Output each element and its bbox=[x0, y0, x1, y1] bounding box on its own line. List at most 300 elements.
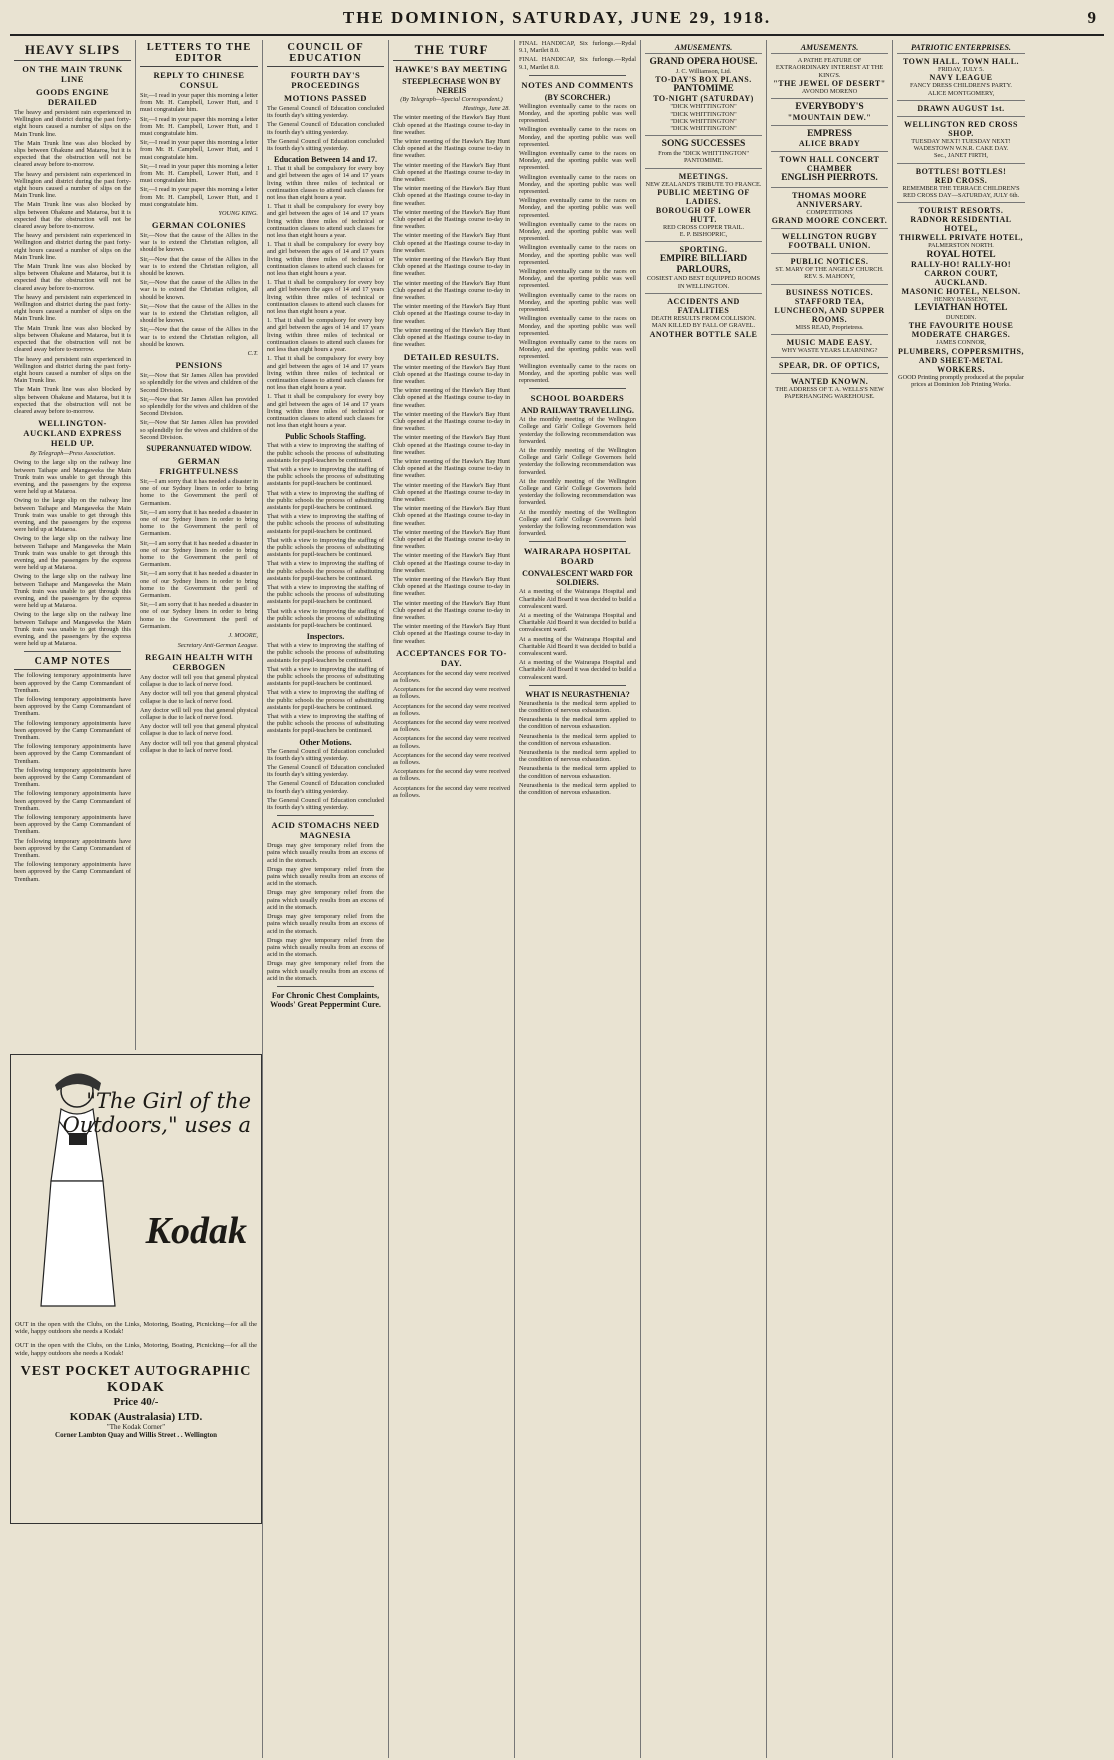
kodak-product: VEST POCKET AUTOGRAPHIC KODAK bbox=[20, 1363, 252, 1395]
ad-heading: GRAND MOORE CONCERT. bbox=[771, 215, 888, 225]
article-paragraph: Any doctor will tell you that general physical collapse is due to lack of nerve food. bbox=[140, 723, 258, 738]
column-patriotic bbox=[893, 40, 1029, 1758]
ad-line: E. P. BISHOPRIC, bbox=[679, 231, 728, 239]
article-paragraph: Any doctor will tell you that general physical collapse is due to lack of nerve food. bbox=[140, 673, 258, 689]
ad-line: MISS READ, Proprietress. bbox=[795, 323, 864, 331]
ad-thomas-moore bbox=[771, 187, 888, 228]
subhead: REGAIN HEALTH WITH CERBOGEN bbox=[145, 651, 253, 672]
article-paragraph: The winter meeting of the Hawke's Bay Hunt Club opened at the Hastings course to-day in fine weather. bbox=[393, 303, 510, 325]
ad-heading: SPEAR, DR. OF OPTICS, bbox=[779, 361, 880, 371]
subhead: Public Schools Staffing. bbox=[285, 432, 366, 442]
column-notes bbox=[515, 40, 641, 1758]
ad-title: PUBLIC MEETING OF LADIES. bbox=[657, 187, 750, 206]
article-paragraph: The winter meeting of the Hawke's Bay Hunt Club opened at the Hastings course to-day in fine weather. bbox=[393, 552, 510, 574]
page-number: 9 bbox=[1087, 8, 1096, 27]
article-paragraph: Owing to the large slip on the railway line between Taihape and Mangaweka the Main Trunk train was unable to get through this evening, and the passengers by the express were held up at Mataroa. bbox=[14, 535, 131, 572]
subhead: (BY SCORCHER.) bbox=[544, 92, 611, 102]
article-paragraph: The winter meeting of the Hawke's Bay Hunt Club opened at the Hastings course to-day in fine weather. bbox=[393, 185, 510, 207]
letter-paragraph: Sir,—I read in your paper this morning a letter from Mr. H. Campbell, Lower Hutt, and I must congratulate him. bbox=[140, 162, 258, 185]
subhead: ACID STOMACHS NEED MAGNESIA bbox=[271, 820, 380, 841]
ad-line: THE ADDRESS OF T. A. WELLS'S NEW PAPERHANGING WAREHOUSE. bbox=[775, 386, 884, 401]
ad-line: JAMES CONNOR, bbox=[936, 339, 986, 347]
section-header: MEETINGS. bbox=[678, 171, 729, 181]
letter-paragraph: Sir,—Now that the cause of the Allies in the war is to extend the Christian religion, all should be known. bbox=[140, 302, 258, 325]
kodak-address: Corner Lambton Quay and Willis Street . . Wellington bbox=[55, 1430, 217, 1439]
ad-heading: PANTOMIME bbox=[673, 83, 734, 94]
kodak-brand-logo: Kodak bbox=[145, 1210, 247, 1252]
article-paragraph: Any doctor will tell you that general physical collapse is due to lack of nerve food. bbox=[140, 706, 258, 721]
article-paragraph: That with a view to improving the staffing of the public schools the process of substituting assistants for pupil-teachers be continued. bbox=[267, 560, 384, 582]
ad-title: RADNOR RESIDENTIAL HOTEL, bbox=[910, 215, 1012, 234]
article-paragraph: The General Council of Education concluded its fourth day's sitting yesterday. bbox=[267, 105, 384, 120]
ad-title: THIRWELL PRIVATE HOTEL, bbox=[898, 233, 1024, 243]
article-paragraph: Neurasthenia is the medical term applied to the condition of nervous exhaustion. bbox=[519, 749, 636, 764]
article-paragraph: The heavy and persistent rain experienced in Wellington and district during the past forty-eight hours caused a number of slips on the Main Trunk line. bbox=[14, 355, 131, 385]
kodak-body: OUT in the open with the Clubs, on the Links, Motoring, Boating, Picnicking—for all the wide, happy outdoors she needs a Kodak! bbox=[15, 1320, 257, 1336]
article-paragraph: The General Council of Education concluded its fourth day's sitting yesterday. bbox=[267, 764, 384, 779]
article-paragraph: That with a view to improving the staffing of the public schools the process of substituting assistants for pupil-teachers be continued. bbox=[267, 665, 384, 688]
article-paragraph: At the monthly meeting of the Wellington College and Girls' College Governors held yesterday the following recommendation was forwarded. bbox=[519, 446, 636, 476]
ad-title: MODERATE CHARGES. bbox=[911, 330, 1011, 340]
article-paragraph: That with a view to improving the staffing of the public schools the process of substituting assistants for pupil-teachers be continued. bbox=[267, 607, 384, 629]
article-paragraph: The heavy and persistent rain experienced in Wellington and district during the past forty-eight hours caused a number of slips on the Main Trunk line. bbox=[14, 109, 131, 138]
ad-line: COSIEST AND BEST EQUIPPED ROOMS IN WELLINGTON. bbox=[646, 275, 761, 290]
ad-line: TUESDAY NEXT! TUESDAY NEXT! bbox=[911, 137, 1011, 145]
article-paragraph: Neurasthenia is the medical term applied to the condition of nervous exhaustion. bbox=[519, 781, 636, 797]
ad-heading: BOTTLES! BOTTLES! bbox=[915, 166, 1007, 176]
headline-notes: NOTES AND COMMENTS bbox=[521, 79, 634, 90]
article-paragraph: Drugs may give temporary relief from the pains which usually results from an excess of acid in the stomach. bbox=[267, 936, 384, 959]
subhead: REPLY TO CHINESE CONSUL bbox=[153, 70, 245, 90]
subhead: SCHOOL BOARDERS bbox=[530, 393, 625, 404]
accidents-section bbox=[645, 293, 762, 342]
masthead-title: THE DOMINION, SATURDAY, JUNE 29, 1918. bbox=[342, 8, 772, 27]
article-paragraph: FINAL HANDICAP, Six furlongs.—Rydal 9.1, Martlet 8.0. bbox=[519, 56, 636, 71]
article-paragraph: FINAL HANDICAP, Six furlongs.—Rydal 9.1, Martlet 8.0. bbox=[519, 40, 636, 55]
article-paragraph: The following temporary appointments have been approved by the Camp Commandant of Trentham. bbox=[14, 814, 131, 836]
article-paragraph: 1. That it shall be compulsory for every boy and girl between the ages of 14 and 17 years living within three miles of technical or continuation classes to attend such classes for not less than eight hours a year. bbox=[267, 393, 384, 430]
headline-letters: LETTERS TO THE EDITOR bbox=[140, 42, 258, 67]
article-paragraph: That with a view to improving the staffing of the public schools the process of substituting assistants for pupil-teachers be continued. bbox=[267, 536, 384, 559]
ad-line: WHY WASTE YEARS LEARNING? bbox=[781, 346, 878, 354]
ad-wanted bbox=[771, 373, 888, 404]
ad-line: ST. MARY OF THE ANGELS' CHURCH. bbox=[775, 265, 884, 273]
ad-heading: ROYAL HOTEL bbox=[926, 249, 996, 260]
letter-paragraph: Sir,—Now that the cause of the Allies in the war is to extend the Christian religion, all should be known. bbox=[140, 255, 258, 278]
article-paragraph: At the monthly meeting of the Wellington College and Girls' College Governors held yesterday the following recommendation was forwarded. bbox=[519, 508, 636, 538]
letter-signature: J. MOORE, bbox=[228, 631, 258, 639]
article-paragraph: The General Council of Education concluded its fourth day's sitting yesterday. bbox=[267, 121, 384, 136]
article-paragraph: The following temporary appointments have been approved by the Camp Commandant of Trentham. bbox=[14, 743, 131, 765]
subhead: GOODS ENGINE DERAILED bbox=[35, 87, 110, 107]
article-paragraph: The winter meeting of the Hawke's Bay Hunt Club opened at the Hastings course to-day in fine weather. bbox=[393, 114, 510, 136]
section-header: TOURIST RESORTS. bbox=[918, 206, 1004, 216]
article-paragraph: Wellington eventually came to the races on Monday, and the sporting public was well represented. bbox=[519, 268, 636, 290]
ad-line: AVONDO MORENO bbox=[801, 87, 858, 95]
article-paragraph: The winter meeting of the Hawke's Bay Hunt Club opened at the Hastings course to-day in fine weather. bbox=[393, 457, 510, 480]
article-paragraph: 1. That it shall be compulsory for every boy and girl between the ages of 14 and 17 years living within three miles of technical or continuation classes to attend such classes for not less than eight hours a year. bbox=[267, 203, 384, 240]
subhead: DETAILED RESULTS. bbox=[403, 351, 500, 362]
kodak-advertisement bbox=[10, 1054, 262, 1524]
ad-title: "THE JEWEL OF DESERT" bbox=[773, 78, 886, 88]
section-header: PATRIOTIC ENTERPRISES. bbox=[911, 43, 1011, 52]
divider bbox=[529, 685, 626, 686]
article-paragraph: At a meeting of the Wairarapa Hospital and Charitable Aid Board it was decided to build a convalescent ward. bbox=[519, 611, 636, 634]
footer-ad: For Chronic Chest Complaints, Woods' Great Peppermint Cure. bbox=[270, 990, 381, 1009]
article-paragraph: 1. That it shall be compulsory for every boy and girl between the ages of 14 and 17 years living within three miles of technical or continuation classes to attend such classes for not less than eight hours a year. bbox=[267, 165, 384, 202]
ad-heading: EMPRESS bbox=[807, 128, 852, 139]
ad-title: TO-NIGHT (SATURDAY) bbox=[653, 94, 754, 104]
article-paragraph: Acceptances for the second day were received as follows. bbox=[393, 784, 510, 799]
ad-heading: TOWN HALL CONCERT CHAMBER bbox=[779, 155, 880, 174]
article-paragraph: The following temporary appointments have been approved by the Camp Commandant of Trentham. bbox=[14, 837, 131, 860]
subhead: GERMAN COLONIES bbox=[151, 220, 247, 231]
article-paragraph: Wellington eventually came to the races on Monday, and the sporting public was well represented. bbox=[519, 150, 636, 172]
article-paragraph: Acceptances for the second day were received as follows. bbox=[393, 702, 510, 717]
article-paragraph: Wellington eventually came to the races on Monday, and the sporting public was well represented. bbox=[519, 338, 636, 361]
article-paragraph: The General Council of Education concluded its fourth day's sitting yesterday. bbox=[267, 780, 384, 795]
columns bbox=[10, 40, 1104, 1758]
ad-heading: WELLINGTON RED CROSS SHOP. bbox=[904, 119, 1018, 138]
section-header: SPORTING. bbox=[679, 245, 728, 255]
left-columns bbox=[10, 40, 262, 1050]
article-paragraph: At the monthly meeting of the Wellington College and Girls' College Governors held yesterday the following recommendation was forwarded. bbox=[519, 477, 636, 507]
subhead: GERMAN FRIGHTFULNESS bbox=[159, 455, 239, 476]
ad-kings bbox=[771, 53, 888, 98]
divider bbox=[529, 75, 626, 76]
article-paragraph: At a meeting of the Wairarapa Hospital and Charitable Aid Board it was decided to build a convalescent ward. bbox=[519, 659, 636, 681]
article-paragraph: Any doctor will tell you that general physical collapse is due to lack of nerve food. bbox=[140, 690, 258, 705]
subhead: STEEPLECHASE WON BY NEREIS bbox=[402, 77, 501, 95]
article-paragraph: The Main Trunk line was also blocked by slips between Ohakune and Mataroa, but it is expected that the obstruction will not be cleared away before to-morrow. bbox=[14, 201, 131, 231]
subhead: ACCEPTANCES FOR TO-DAY. bbox=[396, 647, 507, 668]
article-paragraph: At a meeting of the Wairarapa Hospital and Charitable Aid Board it was decided to build a convalescent ward. bbox=[519, 635, 636, 657]
ad-title: STAFFORD TEA, LUNCHEON, AND SUPPER ROOMS. bbox=[774, 296, 885, 324]
ad-title: ALICE BRADY bbox=[798, 139, 861, 149]
subhead: FOURTH DAY'S PROCEEDINGS bbox=[290, 70, 361, 90]
subhead: Education Between 14 and 17. bbox=[274, 155, 377, 165]
article-paragraph: The winter meeting of the Hawke's Bay Hunt Club opened at the Hastings course to-day in fine weather. bbox=[393, 138, 510, 160]
article-paragraph: The winter meeting of the Hawke's Bay Hunt Club opened at the Hastings course to-day in fine weather. bbox=[393, 256, 510, 278]
article-paragraph: 1. That it shall be compulsory for every boy and girl between the ages of 14 and 17 years living within three miles of technical or continuation classes to attend such classes for not less than eight hours a year. bbox=[267, 317, 384, 354]
headline-council: COUNCIL OF EDUCATION bbox=[267, 42, 384, 67]
left-block bbox=[10, 40, 263, 1758]
divider bbox=[277, 986, 374, 987]
article-paragraph: The following temporary appointments have been approved by the Camp Commandant of Trentham. bbox=[14, 766, 131, 789]
article-paragraph: That with a view to improving the staffing of the public schools the process of substituting assistants for pupil-teachers be continued. bbox=[267, 689, 384, 711]
article-paragraph: The following temporary appointments have been approved by the Camp Commandant of Trentham. bbox=[14, 672, 131, 694]
ad-line: J. C. Williamson, Ltd. bbox=[675, 67, 732, 75]
article-paragraph: Owing to the large slip on the railway line between Taihape and Mangaweka the Main Trunk train was unable to get through this evening, and the passengers by the express were held up at Mataroa. bbox=[14, 573, 131, 610]
letter-paragraph: Sir,—Now that the cause of the Allies in the war is to extend the Christian religion, all should be known. bbox=[140, 326, 258, 348]
article-paragraph: That with a view to improving the staffing of the public schools the process of substituting assistants for pupil-teachers be continued. bbox=[267, 583, 384, 606]
article-paragraph: The winter meeting of the Hawke's Bay Hunt Club opened at the Hastings course to-day in fine weather. bbox=[393, 599, 510, 621]
article-paragraph: The Main Trunk line was also blocked by slips between Ohakune and Mataroa, but it is expected that the obstruction will not be cleared away before to-morrow. bbox=[14, 386, 131, 415]
kodak-body: OUT in the open with the Clubs, on the Links, Motoring, Boating, Picnicking—for all the wide, happy outdoors she needs a Kodak! bbox=[15, 1342, 257, 1357]
ad-line: PALMERSTON NORTH. bbox=[928, 242, 994, 250]
letter-paragraph: Sir,—Now that Sir James Allen has provided so splendidly for the wives and children of the Second Division. bbox=[140, 419, 258, 441]
ad-heading: TOWN HALL. TOWN HALL. bbox=[902, 57, 1020, 66]
headline-turf: THE TURF bbox=[393, 42, 510, 61]
ad-music bbox=[771, 334, 888, 357]
article-paragraph: Owing to the large slip on the railway line between Taihape and Mangaweka the Main Trunk train was unable to get through this evening, and the passengers by the express were held up at Mataroa. bbox=[14, 497, 131, 534]
article-paragraph: The General Council of Education concluded its fourth day's sitting yesterday. bbox=[267, 137, 384, 153]
ad-title: NAVY LEAGUE bbox=[929, 73, 993, 83]
ad-title: "MOUNTAIN DEW." bbox=[787, 112, 872, 122]
ad-title: PLUMBERS, COPPERSMITHS, AND SHEET-METAL WORKERS. bbox=[898, 346, 1024, 374]
divider bbox=[24, 651, 121, 652]
letter-paragraph: Sir,—I read in your paper this morning a letter from Mr. H. Campbell, Lower Hutt, and I must congratulate him. bbox=[140, 186, 258, 208]
ad-title: THE FAVOURITE HOUSE bbox=[908, 321, 1014, 331]
ad-line: FANCY DRESS CHILDREN'S PARTY. bbox=[910, 82, 1012, 90]
article-paragraph: That with a view to improving the staffing of the public schools the process of substituting assistants for pupil-teachers be continued. bbox=[267, 442, 384, 464]
article-paragraph: Drugs may give temporary relief from the pains which usually results from an excess of acid in the stomach. bbox=[267, 913, 384, 935]
letter-paragraph: Sir,—I read in your paper this morning a letter from Mr. H. Campbell, Lower Hutt, and I must congratulate him. bbox=[140, 139, 258, 161]
masthead bbox=[10, 8, 1104, 36]
ad-line: MAN KILLED BY FALL OF GRAVEL. bbox=[651, 322, 756, 330]
article-paragraph: Drugs may give temporary relief from the pains which usually results from an excess of acid in the stomach. bbox=[267, 889, 384, 911]
article-paragraph: The winter meeting of the Hawke's Bay Hunt Club opened at the Hastings course to-day in fine weather. bbox=[393, 505, 510, 527]
article-paragraph: Acceptances for the second day were received as follows. bbox=[393, 768, 510, 783]
article-paragraph: Owing to the large slip on the railway line between Taihape and Mangaweka the Main Trunk train was unable to get through this evening, and the passengers by the express were held up at Mataroa. bbox=[14, 459, 131, 496]
subhead: Other Motions. bbox=[299, 737, 352, 747]
article-paragraph: Wellington eventually came to the races on Monday, and the sporting public was well represented. bbox=[519, 315, 636, 337]
article-paragraph: The Main Trunk line was also blocked by slips between Ohakune and Mataroa, but it is expected that the obstruction will not be cleared away before to-morrow. bbox=[14, 263, 131, 292]
subhead: HAWKE'S BAY MEETING bbox=[395, 64, 508, 74]
article-paragraph: The winter meeting of the Hawke's Bay Hunt Club opened at the Hastings course to-day in fine weather. bbox=[393, 528, 510, 551]
article-paragraph: That with a view to improving the staffing of the public schools the process of substituting assistants for pupil-teachers be continued. bbox=[267, 513, 384, 535]
ad-bottles bbox=[897, 163, 1025, 203]
subhead: PENSIONS bbox=[175, 360, 223, 371]
subhead: WELLINGTON-AUCKLAND EXPRESS HELD UP. bbox=[23, 418, 122, 449]
article-paragraph: Wellington eventually came to the races on Monday, and the sporting public was well represented. bbox=[519, 102, 636, 125]
divider bbox=[277, 815, 374, 816]
ad-line: From the "DICK WHITTINGTON" PANTOMIME. bbox=[658, 149, 749, 165]
article-paragraph: Acceptances for the second day were received as follows. bbox=[393, 686, 510, 701]
ad-line: DUNEDIN. bbox=[945, 313, 977, 321]
letter-signature: YOUNG KING. bbox=[218, 210, 258, 218]
article-paragraph: Wellington eventually came to the races on Monday, and the sporting public was well represented. bbox=[519, 220, 636, 243]
subhead: WHAT IS NEURASTHENIA? bbox=[525, 689, 630, 699]
article-paragraph: The following temporary appointments have been approved by the Camp Commandant of Trentham. bbox=[14, 719, 131, 742]
divider bbox=[529, 541, 626, 542]
ad-title: MASONIC HOTEL, NELSON. bbox=[901, 287, 1021, 297]
ad-title: TO-DAY'S BOX PLANS. bbox=[655, 74, 752, 84]
article-paragraph: The winter meeting of the Hawke's Bay Hunt Club opened at the Hastings course to-day in fine weather. bbox=[393, 232, 510, 254]
ad-rugby bbox=[771, 228, 888, 253]
ad-heading: RED CROSS. bbox=[934, 175, 988, 185]
ad-heading: EVERYBODY'S bbox=[795, 102, 864, 113]
subhead: ON THE MAIN TRUNK LINE bbox=[22, 64, 123, 84]
ad-heading: GRAND OPERA HOUSE. bbox=[649, 57, 758, 67]
ad-line: ALICE MONTGOMERY, bbox=[927, 89, 995, 97]
ad-heading: MUSIC MADE EASY. bbox=[786, 337, 873, 347]
ad-line: Sec., JANET FIRTH, bbox=[934, 152, 988, 160]
kodak-headline: "The Girl of the Outdoors," uses a bbox=[62, 1089, 251, 1137]
letter-paragraph: Sir,—I am sorry that it has needed a disaster in one of our Sydney liners in order to bring home to the Government the peril of Germanism. bbox=[140, 477, 258, 507]
article-paragraph: That with a view to improving the staffing of the public schools the process of substituting assistants for pupil-teachers be continued. bbox=[267, 465, 384, 488]
article-paragraph: Neurasthenia is the medical term applied to the condition of nervous exhaustion. bbox=[519, 765, 636, 780]
article-paragraph: The winter meeting of the Hawke's Bay Hunt Club opened at the Hastings course to-day in fine weather. bbox=[393, 623, 510, 645]
article-paragraph: Acceptances for the second day were received as follows. bbox=[393, 719, 510, 734]
letter-paragraph: Sir,—Now that the cause of the Allies in the war is to extend the Christian religion, all should be known. bbox=[140, 232, 258, 254]
article-paragraph: The winter meeting of the Hawke's Bay Hunt Club opened at the Hastings course to-day in fine weather. bbox=[393, 326, 510, 349]
subhead: WAIRARAPA HOSPITAL BOARD bbox=[523, 546, 632, 567]
article-paragraph: Neurasthenia is the medical term applied to the condition of nervous exhaustion. bbox=[519, 699, 636, 715]
letter-paragraph: Sir,—I read in your paper this morning a letter from Mr. H. Campbell, Lower Hutt, and I must congratulate him. bbox=[140, 115, 258, 138]
article-paragraph: Wellington eventually came to the races on Monday, and the sporting public was well represented. bbox=[519, 291, 636, 314]
letter-paragraph: Sir,—I read in your paper this morning a letter from Mr. H. Campbell, Lower Hutt, and I must congratulate him. bbox=[140, 92, 258, 114]
ad-heading: DRAWN AUGUST 1st. bbox=[917, 103, 1005, 113]
article-paragraph: The heavy and persistent rain experienced in Wellington and district during the past forty-eight hours caused a number of slips on the Main Trunk line. bbox=[14, 170, 131, 200]
business-notices bbox=[771, 284, 888, 334]
section-header: BUSINESS NOTICES. bbox=[785, 287, 874, 297]
kodak-price: Price 40/- bbox=[113, 1395, 159, 1408]
ad-empress bbox=[771, 125, 888, 152]
ad-song-successes bbox=[645, 135, 762, 167]
kodak-illustration bbox=[15, 1059, 257, 1314]
article-paragraph: That with a view to improving the staffing of the public schools the process of substituting assistants for pupil-teachers be continued. bbox=[267, 713, 384, 735]
ad-everybodys bbox=[771, 98, 888, 125]
article-paragraph: The winter meeting of the Hawke's Bay Hunt Club opened at the Hastings course to-day in fine weather. bbox=[393, 410, 510, 433]
article-paragraph: Any doctor will tell you that general physical collapse is due to lack of nerve food. bbox=[140, 739, 258, 754]
column-amusements-2 bbox=[767, 40, 893, 1758]
letter-paragraph: Sir,—I am sorry that it has needed a disaster in one of our Sydney liners in order to bring home to the Government the peril of Germanism. bbox=[140, 539, 258, 569]
article-paragraph: 1. That it shall be compulsory for every boy and girl between the ages of 14 and 17 years living within three miles of technical or continuation classes to attend such classes for not less than eight hours a year. bbox=[267, 241, 384, 278]
article-paragraph: Neurasthenia is the medical term applied to the condition of nervous exhaustion. bbox=[519, 716, 636, 731]
ad-line: "DICK WHITTINGTON" bbox=[670, 103, 737, 111]
letter-paragraph: Sir,—Now that Sir James Allen has provided so splendidly for the wives and children of the Second Division. bbox=[140, 372, 258, 394]
article-paragraph: The following temporary appointments have been approved by the Camp Commandant of Trentham. bbox=[14, 861, 131, 883]
ad-line: "DICK WHITTINGTON" bbox=[670, 110, 737, 118]
headline-heavy-slips: HEAVY SLIPS bbox=[14, 42, 131, 61]
subhead: AND RAILWAY TRAVELLING. bbox=[521, 406, 634, 416]
ad-line: DEATH RESULTS FROM COLLISION. bbox=[651, 315, 756, 323]
headline-camp-notes: CAMP NOTES bbox=[14, 656, 131, 670]
letter-paragraph: Sir,—I am sorry that it has needed a disaster in one of our Sydney liners in order to bring home to the Government the peril of Germanism. bbox=[140, 570, 258, 599]
article-paragraph: The Main Trunk line was also blocked by slips between Ohakune and Mataroa, but it is expected that the obstruction will not be cleared away before to-morrow. bbox=[14, 139, 131, 169]
article-paragraph: Acceptances for the second day were received as follows. bbox=[393, 735, 510, 750]
section-header: AMUSEMENTS. bbox=[800, 43, 859, 52]
kodak-company-sub: "The Kodak Corner" bbox=[106, 1422, 166, 1431]
ad-line: "DICK WHITTINGTON" bbox=[670, 125, 737, 133]
article-paragraph: Wellington eventually came to the races on Monday, and the sporting public was well represented. bbox=[519, 173, 636, 196]
article-paragraph: Neurasthenia is the medical term applied to the condition of nervous exhaustion. bbox=[519, 732, 636, 747]
ad-line: COMPETITIONS bbox=[806, 208, 853, 216]
article-paragraph: The winter meeting of the Hawke's Bay Hunt Club opened at the Hastings course to-day in fine weather. bbox=[393, 481, 510, 503]
article-paragraph: The winter meeting of the Hawke's Bay Hunt Club opened at the Hastings course to-day in fine weather. bbox=[393, 279, 510, 302]
article-paragraph: The winter meeting of the Hawke's Bay Hunt Club opened at the Hastings course to-day in fine weather. bbox=[393, 575, 510, 598]
letter-signature: C.T. bbox=[247, 350, 258, 358]
ad-heading: EMPIRE BILLIARD PARLOURS, bbox=[659, 254, 748, 275]
article-paragraph: The winter meeting of the Hawke's Bay Hunt Club opened at the Hastings course to-day in fine weather. bbox=[393, 387, 510, 409]
subhead: SUPERANNUATED WIDOW. bbox=[146, 443, 252, 453]
ad-line: RED CROSS COPPER TRAIL. bbox=[662, 223, 745, 231]
article-paragraph: Drugs may give temporary relief from the pains which usually results from an excess of acid in the stomach. bbox=[267, 865, 384, 888]
subhead: MOTIONS PASSED bbox=[283, 93, 367, 103]
ad-line: "DICK WHITTINGTON" bbox=[670, 117, 737, 125]
ad-title: BOROUGH OF LOWER HUTT. bbox=[655, 205, 752, 224]
ad-line: WADESTOWN W.N.R. CAKE DAY. bbox=[913, 145, 1009, 153]
ad-line: HENRY BAISSENT, bbox=[934, 296, 988, 304]
letter-paragraph: Sir,—Now that Sir James Allen has provided so splendidly for the wives and children of the Second Division. bbox=[140, 395, 258, 418]
article-paragraph: The winter meeting of the Hawke's Bay Hunt Club opened at the Hastings course to-day in fine weather. bbox=[393, 208, 510, 231]
column-council-education bbox=[263, 40, 389, 1758]
ad-line: GOOD Printing promptly produced at the popular prices at Dominion Job Printing Works. bbox=[898, 373, 1024, 388]
article-paragraph: The Main Trunk line was also blocked by slips between Ohakune and Mataroa, but it is expected that the obstruction will not be cleared away before to-morrow. bbox=[14, 324, 131, 354]
ad-heading: WELLINGTON RUGBY FOOTBALL UNION. bbox=[781, 231, 878, 250]
kodak-company: KODAK (Australasia) LTD. bbox=[69, 1410, 203, 1423]
article-paragraph: That with a view to improving the staffing of the public schools the process of substituting assistants for pupil-teachers be continued. bbox=[267, 489, 384, 511]
ad-title: RALLY-HO! RALLY-HO! bbox=[910, 260, 1012, 270]
ad-town-hall-concert bbox=[771, 151, 888, 187]
ad-title: CARRON COURT, AUCKLAND. bbox=[924, 269, 998, 288]
letter-paragraph: Sir,—I am sorry that it has needed a disaster in one of our Sydney liners in order to bring home to the Government the peril of Germanism. bbox=[140, 508, 258, 538]
article-paragraph: The following temporary appointments have been approved by the Camp Commandant of Trentham. bbox=[14, 696, 131, 718]
letter-paragraph: Sir,—Now that the cause of the Allies in the war is to extend the Christian religion, all should be known. bbox=[140, 279, 258, 301]
ad-heading: SONG SUCCESSES bbox=[661, 139, 746, 150]
article-paragraph: The heavy and persistent rain experienced in Wellington and district during the past forty-eight hours caused a number of slips on the Main Trunk line. bbox=[14, 232, 131, 261]
letter-paragraph: Sir,—I am sorry that it has needed a disaster in one of our Sydney liners in order to bring home to the Government the peril of Germanism. bbox=[140, 601, 258, 630]
ad-drawn bbox=[897, 100, 1025, 116]
letter-signature: Secretary Anti-German League. bbox=[177, 641, 258, 649]
column-heavy-slips bbox=[10, 40, 136, 1050]
ad-spear bbox=[771, 357, 888, 373]
ad-title: ENGLISH PIERROTS. bbox=[781, 173, 878, 184]
article-paragraph: Acceptances for the second day were received as follows. bbox=[393, 751, 510, 767]
article-paragraph: Drugs may give temporary relief from the pains which usually results from an excess of acid in the stomach. bbox=[267, 842, 384, 864]
article-paragraph: Wellington eventually came to the races on Monday, and the sporting public was well represented. bbox=[519, 197, 636, 219]
sporting-section bbox=[645, 241, 762, 293]
article-paragraph: The winter meeting of the Hawke's Bay Hunt Club opened at the Hastings course to-day in fine weather. bbox=[393, 363, 510, 385]
article-paragraph: At a meeting of the Wairarapa Hospital and Charitable Aid Board it was decided to build a convalescent ward. bbox=[519, 588, 636, 610]
article-paragraph: Owing to the large slip on the railway line between Taihape and Mangaweka the Main Trunk train was unable to get through this evening, and the passengers by the express were held up at Mataroa. bbox=[14, 611, 131, 648]
column-amusements-1 bbox=[641, 40, 767, 1758]
section-header: PUBLIC NOTICES. bbox=[790, 256, 869, 266]
ad-heading: THOMAS MOORE ANNIVERSARY. bbox=[792, 190, 867, 209]
ad-line: REV. S. MAHONY, bbox=[804, 273, 855, 281]
article-paragraph: That with a view to improving the staffing of the public schools the process of substituting assistants for pupil-teachers be continued. bbox=[267, 642, 384, 664]
article-paragraph: Wellington eventually came to the races on Monday, and the sporting public was well represented. bbox=[519, 244, 636, 266]
ad-line: NEW ZEALAND'S TRIBUTE TO FRANCE. bbox=[645, 180, 762, 188]
byline: (By Telegraph—Special Correspondent.) bbox=[400, 96, 503, 103]
column-turf bbox=[389, 40, 515, 1758]
article-paragraph: The heavy and persistent rain experienced in Wellington and district during the past forty-eight hours caused a number of slips on the Main Trunk line. bbox=[14, 293, 131, 323]
meetings-section bbox=[645, 168, 762, 242]
ad-heading: LEVIATHAN HOTEL bbox=[914, 303, 1008, 314]
article-paragraph: Acceptances for the second day were received as follows. bbox=[393, 669, 510, 685]
ad-line: FRIDAY, JULY 5. bbox=[937, 66, 985, 73]
ad-red-cross-shop bbox=[897, 116, 1025, 163]
article-paragraph: Wellington eventually came to the races on Monday, and the sporting public was well represented. bbox=[519, 362, 636, 384]
article-paragraph: 1. That it shall be compulsory for every boy and girl between the ages of 14 and 17 years living within three miles of technical or continuation classes to attend such classes for not less than eight hours a year. bbox=[267, 279, 384, 316]
article-paragraph: 1. That it shall be compulsory for every boy and girl between the ages of 14 and 17 years living within three miles of technical or continuation classes to attend such classes for not less than eight hours a year. bbox=[267, 355, 384, 392]
article-paragraph: The following temporary appointments have been approved by the Camp Commandant of Trentham. bbox=[14, 790, 131, 812]
tourist-resorts bbox=[897, 202, 1025, 391]
section-header: AMUSEMENTS. bbox=[674, 43, 733, 52]
dateline: Hastings, June 28. bbox=[463, 105, 510, 113]
article-paragraph: The General Council of Education concluded its fourth day's sitting yesterday. bbox=[267, 747, 384, 762]
ad-grand-opera bbox=[645, 53, 762, 135]
article-paragraph: The winter meeting of the Hawke's Bay Hunt Club opened at the Hastings course to-day in fine weather. bbox=[393, 434, 510, 456]
public-notices bbox=[771, 253, 888, 284]
subhead: CONVALESCENT WARD FOR SOLDIERS. bbox=[522, 569, 633, 588]
article-paragraph: At the monthly meeting of the Wellington College and Girls' College Governors held yesterday the following recommendation was forwarded. bbox=[519, 416, 636, 445]
ad-line: REMEMBER THE TERRACE CHILDREN'S RED CROSS DAY—SATURDAY, JULY 6th. bbox=[902, 184, 1020, 200]
article-paragraph: Drugs may give temporary relief from the pains which usually results from an excess of acid in the stomach. bbox=[267, 960, 384, 982]
ad-title: ANOTHER BOTTLE SALE bbox=[649, 329, 758, 339]
article-paragraph: The winter meeting of the Hawke's Bay Hunt Club opened at the Hastings course to-day in fine weather. bbox=[393, 161, 510, 184]
